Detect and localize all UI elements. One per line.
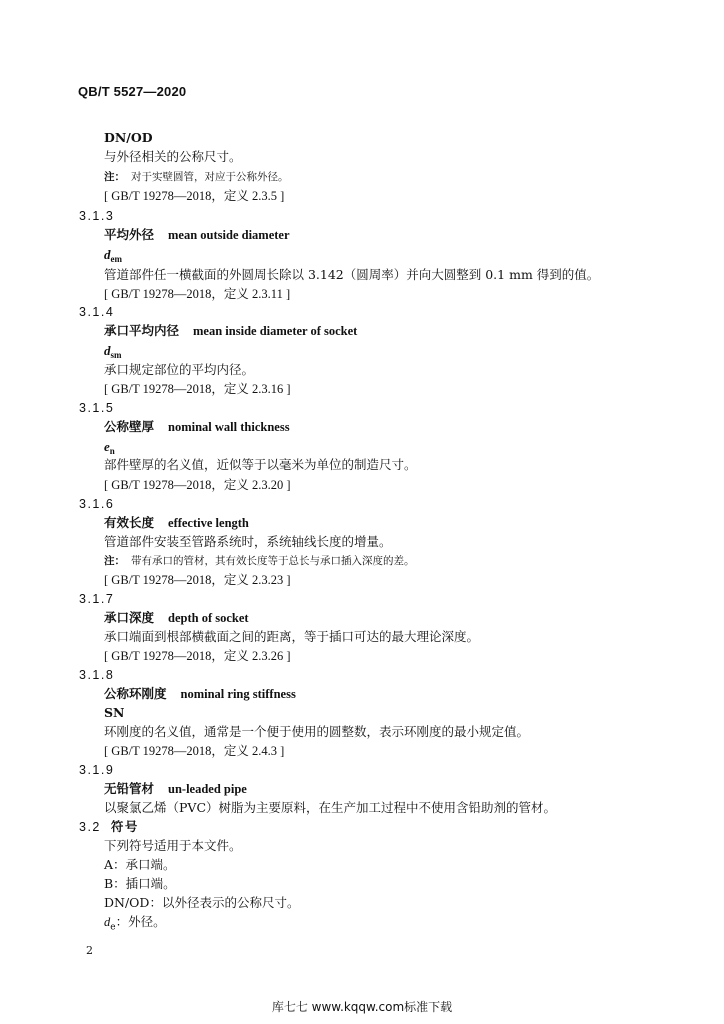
section-heading xyxy=(79,819,139,835)
section-number: 3.2 xyxy=(79,820,101,834)
term-en: nominal ring stiffness xyxy=(180,687,296,701)
symbol-sub: sm xyxy=(110,350,122,360)
term-definition: 环刚度的名义值，通常是一个便于使用的圆整数，表示环刚度的最小规定值。 xyxy=(104,724,530,739)
symbol-sub: n xyxy=(109,446,115,456)
clause-number: 3.1.5 xyxy=(79,401,115,415)
term-symbol xyxy=(104,247,122,267)
term-zh: 平均外径 xyxy=(104,227,155,242)
definition-dnod: 与外径相关的公称尺寸。 xyxy=(104,149,242,164)
term-definition: 管道部件安装至管路系统时，系统轴线长度的增量。 xyxy=(104,534,392,549)
term-heading xyxy=(104,686,296,702)
term-symbol xyxy=(104,343,122,363)
symbol-entry-b: B：插口端。 xyxy=(104,876,176,891)
term-reference: [ GB/T 19278—2018，定义 2.3.16 ] xyxy=(104,382,291,396)
reference-dnod: [ GB/T 19278—2018，定义 2.3.5 ] xyxy=(104,189,285,203)
page-number: 2 xyxy=(86,944,93,957)
note-label: 注： xyxy=(104,171,125,183)
term-heading xyxy=(104,610,249,626)
note-text: 带有承口的管材，其有效长度等于总长与承口插入深度的差。 xyxy=(131,555,415,567)
symbol-text: ：外径。 xyxy=(115,914,166,929)
term-zh: 承口深度 xyxy=(104,610,155,625)
symbol-base: d xyxy=(104,915,111,929)
term-zh: 公称壁厚 xyxy=(104,419,155,434)
term-note xyxy=(104,553,415,569)
standard-code: QB/T 5527—2020 xyxy=(78,84,187,99)
clause-number: 3.1.9 xyxy=(79,763,115,777)
clause-number: 3.1.3 xyxy=(79,209,115,223)
clause-number: 3.1.4 xyxy=(79,305,115,319)
term-symbol xyxy=(104,439,115,459)
term-heading xyxy=(104,515,249,531)
term-reference: [ GB/T 19278—2018，定义 2.4.3 ] xyxy=(104,744,285,758)
term-heading xyxy=(104,419,290,435)
term-en: mean outside diameter xyxy=(168,228,290,242)
term-en: un-leaded pipe xyxy=(168,782,247,796)
term-definition: 管道部件任一横截面的外圆周长除以 3.142（圆周率）并向大圆整到 0.1 mm 得到的值。 xyxy=(104,267,600,282)
term-definition: 以聚氯乙烯（PVC）树脂为主要原料，在生产加工过程中不使用含铅助剂的管材。 xyxy=(104,800,557,815)
section-title: 符号 xyxy=(110,819,139,834)
symbol-sub: e xyxy=(110,922,116,933)
note-dnod xyxy=(104,169,289,185)
term-zh: 有效长度 xyxy=(104,515,155,530)
term-dnod: DN/OD xyxy=(104,130,153,145)
term-definition: 承口端面到根部横截面之间的距离，等于插口可达的最大理论深度。 xyxy=(104,629,480,644)
symbol-base: e xyxy=(104,439,110,454)
section-intro: 下列符号适用于本文件。 xyxy=(104,838,242,853)
term-en: effective length xyxy=(168,516,249,530)
term-en: nominal wall thickness xyxy=(168,420,290,434)
term-heading xyxy=(104,227,290,243)
clause-number: 3.1.8 xyxy=(79,668,115,682)
term-en: mean inside diameter of socket xyxy=(193,324,358,338)
term-en: depth of socket xyxy=(168,611,249,625)
footer-watermark: 库七七 www.kqqw.com标准下载 xyxy=(271,1000,453,1014)
term-reference: [ GB/T 19278—2018，定义 2.3.11 ] xyxy=(104,287,291,301)
clause-number: 3.1.6 xyxy=(79,497,115,511)
symbol-base: d xyxy=(104,247,111,262)
symbol-entry-dnod: DN/OD：以外径表示的公称尺寸。 xyxy=(104,895,300,910)
term-symbol: SN xyxy=(104,705,125,720)
symbol-sub: em xyxy=(110,254,122,264)
term-definition: 部件壁厚的名义值，近似等于以毫米为单位的制造尺寸。 xyxy=(104,457,417,472)
term-zh: 无铅管材 xyxy=(104,781,155,796)
term-zh: 承口平均内径 xyxy=(104,323,180,338)
symbol-entry-a: A：承口端。 xyxy=(104,857,176,872)
term-heading xyxy=(104,781,247,797)
note-text: 对于实壁圆管，对应于公称外径。 xyxy=(131,171,289,183)
term-reference: [ GB/T 19278—2018，定义 2.3.20 ] xyxy=(104,478,291,492)
term-reference: [ GB/T 19278—2018，定义 2.3.26 ] xyxy=(104,649,291,663)
note-label: 注： xyxy=(104,555,125,567)
term-reference: [ GB/T 19278—2018，定义 2.3.23 ] xyxy=(104,573,291,587)
symbol-base: d xyxy=(104,343,111,358)
clause-number: 3.1.7 xyxy=(79,592,115,606)
term-heading xyxy=(104,323,357,339)
symbol-entry-de xyxy=(104,914,166,936)
term-zh: 公称环刚度 xyxy=(104,686,167,701)
term-definition: 承口规定部位的平均内径。 xyxy=(104,362,255,377)
